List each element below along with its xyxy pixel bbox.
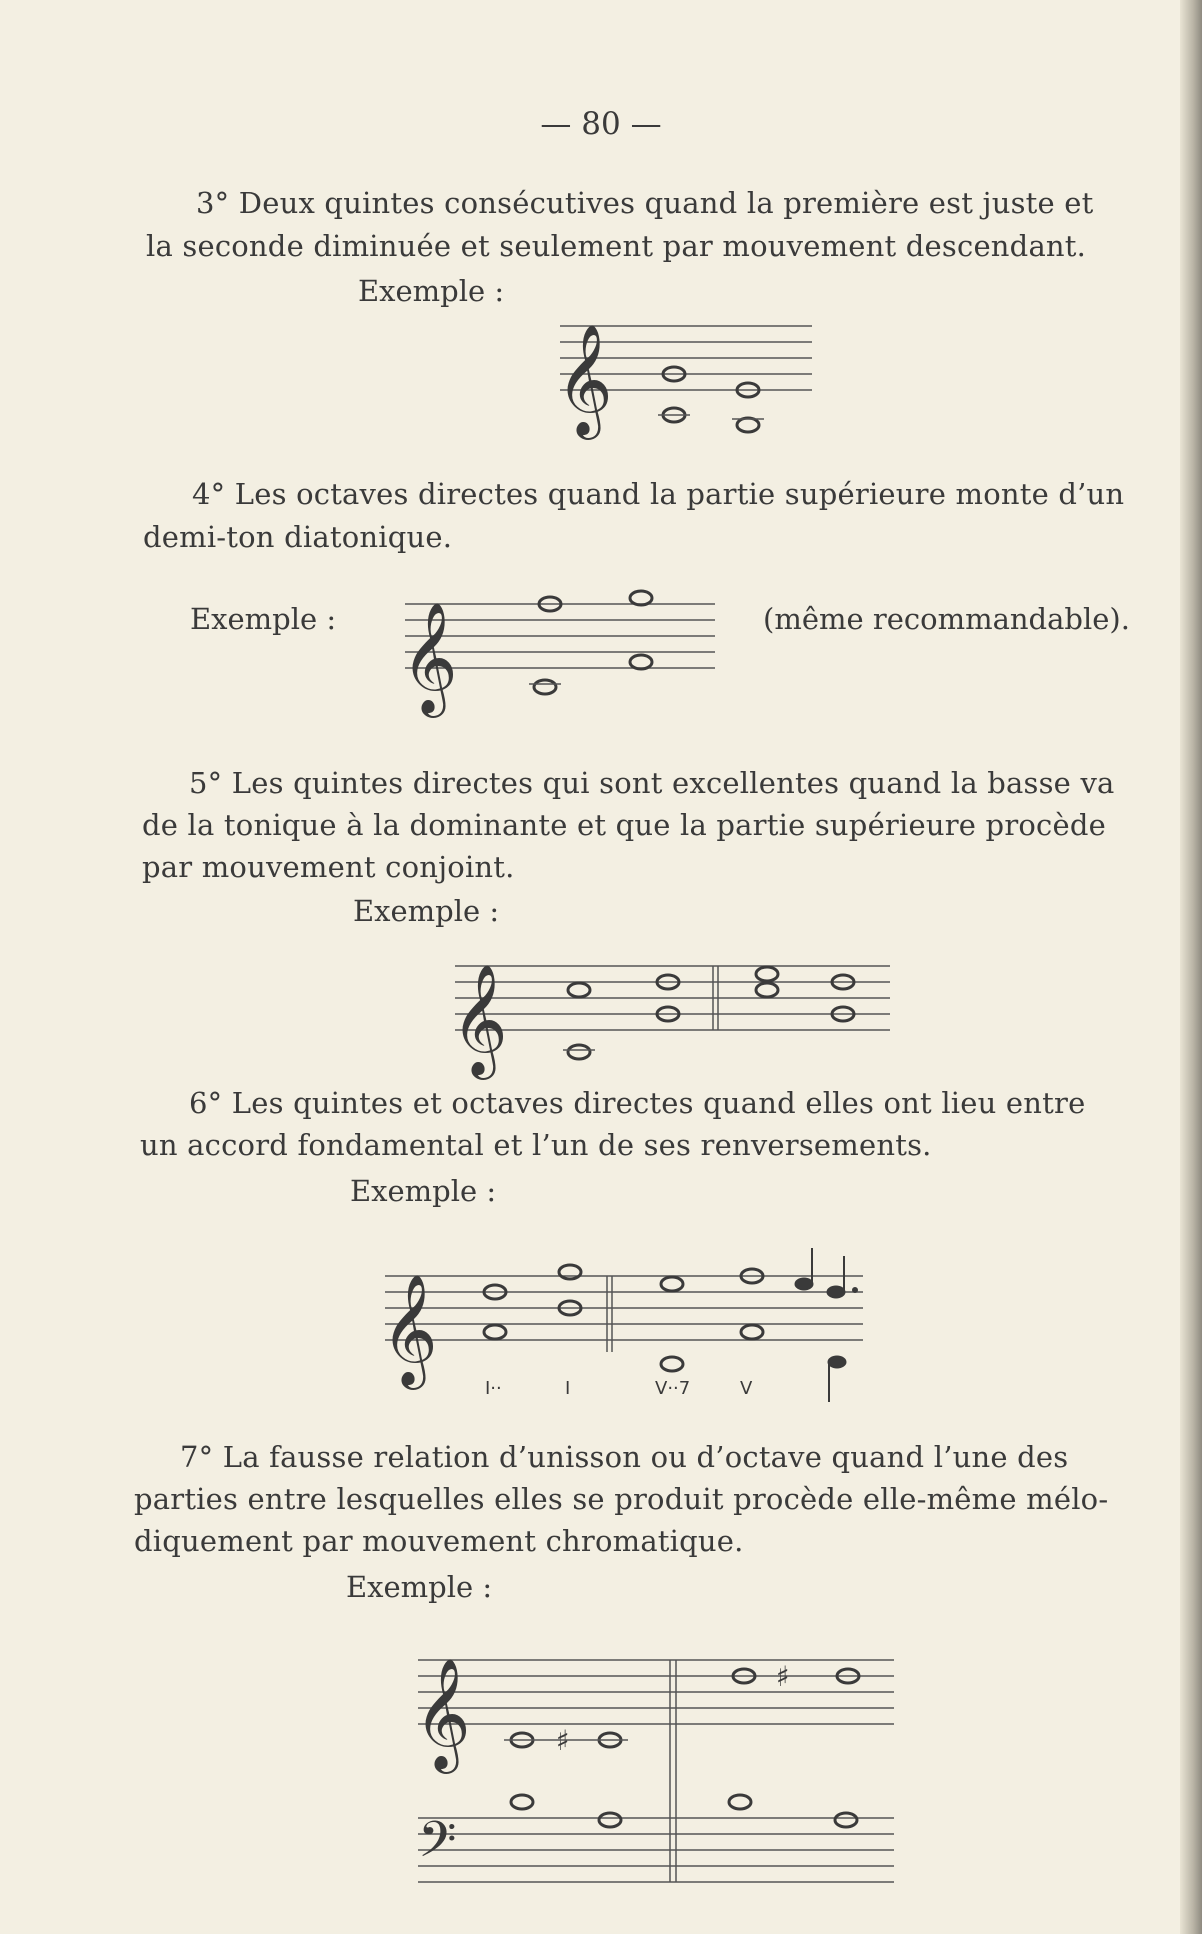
quarter-note [828, 1356, 846, 1368]
section-7-line-3: diquement par mouvement chromatique. [134, 1524, 744, 1558]
treble-clef-icon: 𝄞 [556, 323, 613, 435]
whole-note [630, 591, 652, 605]
whole-note [568, 983, 590, 997]
quarter-note [827, 1286, 845, 1298]
page-number: — 80 — [540, 106, 662, 142]
section-3-line-1: 3° Deux quintes consécutives quand la première est juste et [196, 186, 1094, 220]
section-5-line-1: 5° Les quintes directes qui sont excellentes quand la basse va [189, 766, 1115, 800]
whole-note [835, 1813, 857, 1827]
section-4-example-note: (même recommandable). [763, 602, 1130, 636]
chord-label: I [565, 1378, 571, 1399]
section-4-line-1: 4° Les octaves directes quand la partie supérieure monte d’un [192, 477, 1125, 511]
treble-clef-icon: 𝄞 [414, 1657, 471, 1769]
treble-clef-icon: 𝄞 [451, 963, 508, 1075]
section-4-line-2: demi-ton diatonique. [143, 520, 453, 554]
section-3-example-label: Exemple : [358, 274, 505, 308]
section-7-line-1: 7° La fausse relation d’unisson ou d’octave quand l’une des [180, 1440, 1069, 1474]
whole-note [661, 1277, 683, 1291]
chord-label: V··7 [655, 1378, 691, 1399]
bass-clef-icon: 𝄢 [418, 1811, 457, 1881]
example-3-staff [556, 312, 820, 442]
section-7-line-2: parties entre lesquelles elles se produit procède elle-même mélo- [134, 1482, 1109, 1516]
dot [853, 1288, 858, 1293]
treble-staff-lines [418, 1660, 894, 1724]
whole-note [511, 1795, 533, 1809]
sharp-icon: ♯ [776, 1660, 790, 1693]
whole-note [484, 1325, 506, 1339]
section-5-line-2: de la tonique à la dominante et que la partie supérieure procède [142, 808, 1106, 842]
whole-note [729, 1795, 751, 1809]
whole-note [756, 983, 778, 997]
section-6-line-1: 6° Les quintes et octaves directes quand elles ont lieu entre [189, 1086, 1086, 1120]
example-7-grand-staff [414, 1646, 898, 1896]
treble-clef-icon: 𝄞 [381, 1273, 438, 1385]
section-4-example-label: Exemple : [190, 602, 337, 636]
section-6-example-label: Exemple : [350, 1174, 497, 1208]
chord-label: I·· [485, 1378, 502, 1399]
page-edge [1180, 0, 1202, 1934]
whole-note [661, 1357, 683, 1371]
whole-note [741, 1325, 763, 1339]
whole-note [559, 1265, 581, 1279]
quarter-note [795, 1278, 813, 1290]
whole-note [534, 680, 556, 694]
example-6-staff [381, 1262, 885, 1412]
whole-note [630, 655, 652, 669]
section-7-example-label: Exemple : [346, 1570, 493, 1604]
whole-note [599, 1813, 621, 1827]
whole-note [756, 967, 778, 981]
whole-note [737, 418, 759, 432]
section-6-line-2: un accord fondamental et l’un de ses renversements. [140, 1128, 932, 1162]
treble-clef-icon: 𝄞 [401, 601, 458, 713]
example-5-staff [451, 952, 895, 1075]
sharp-icon: ♯ [556, 1724, 570, 1757]
bass-staff-lines [418, 1818, 894, 1882]
example-4-staff [401, 590, 725, 713]
section-3-line-2: la seconde diminuée et seulement par mouvement descendant. [146, 229, 1087, 263]
section-5-line-3: par mouvement conjoint. [142, 850, 515, 884]
whole-note [568, 1045, 590, 1059]
section-5-example-label: Exemple : [353, 894, 500, 928]
staff-lines [385, 1276, 863, 1340]
chord-label: V [740, 1378, 753, 1399]
